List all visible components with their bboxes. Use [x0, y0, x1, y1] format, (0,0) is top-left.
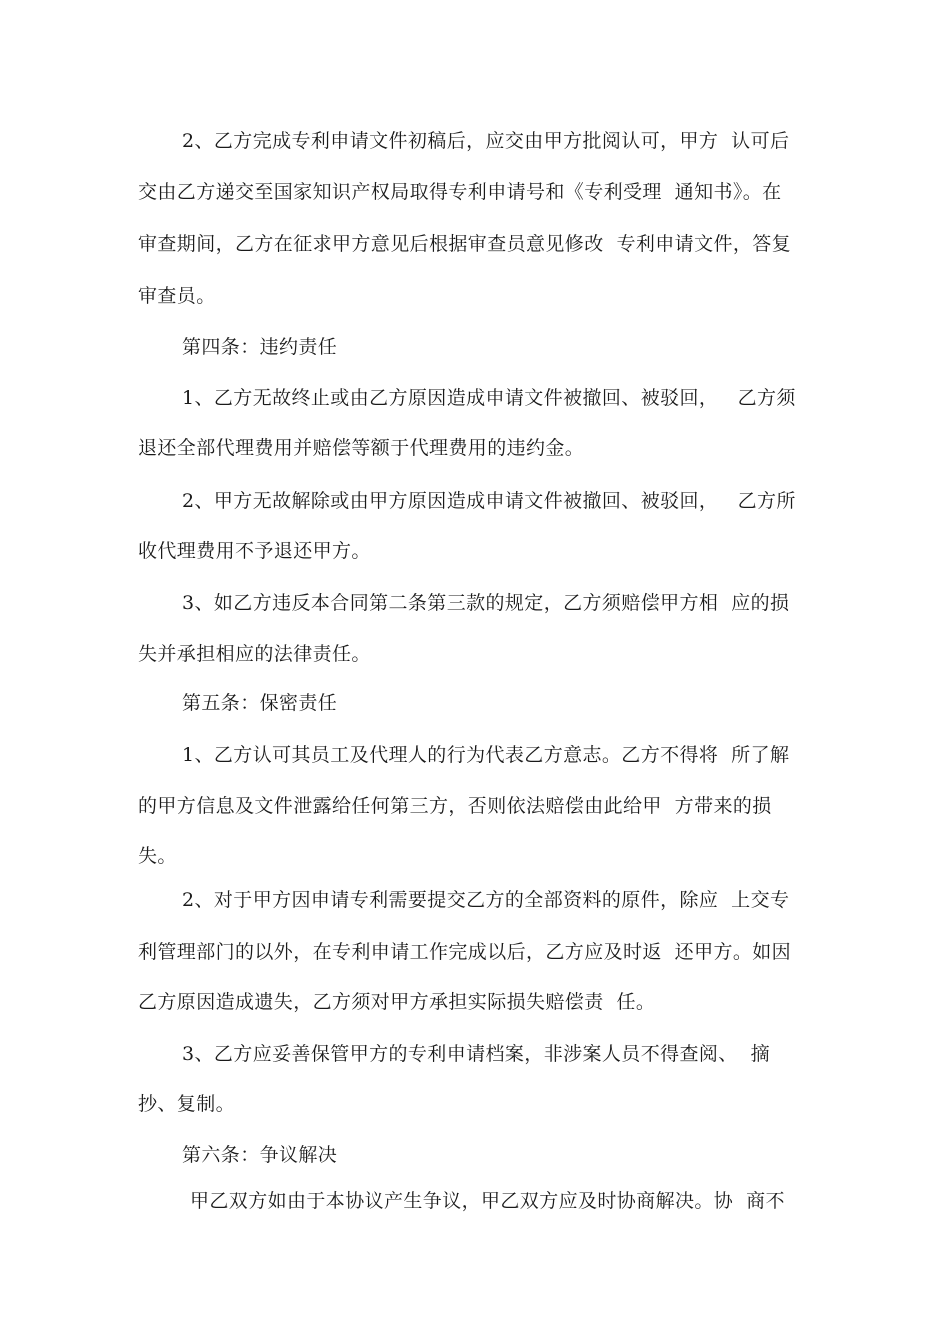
text-line: 2、甲方无故解除或由甲方原因造成申请文件被撤回、被驳回， 乙方所	[182, 490, 796, 512]
text-line: 利管理部门的以外，在专利申请工作完成以后，乙方应及时返 还甲方。如因	[138, 941, 792, 963]
text-line: 的甲方信息及文件泄露给任何第三方，否则依法赔偿由此给甲 方带来的损	[138, 795, 772, 817]
text-line: 审查期间，乙方在征求甲方意见后根据审查员意见修改 专利申请文件，答复	[138, 233, 792, 255]
text-line: 2、乙方完成专利申请文件初稿后，应交由甲方批阅认可，甲方 认可后	[182, 130, 790, 152]
text-line: 3、如乙方违反本合同第二条第三款的规定，乙方须赔偿甲方相 应的损	[182, 592, 790, 614]
text-line: 审查员。	[138, 285, 216, 307]
section-heading: 第六条：争议解决	[182, 1144, 338, 1166]
text-line: 抄、复制。	[138, 1093, 236, 1115]
section-heading: 第四条：违约责任	[182, 336, 338, 358]
text-line: 甲乙双方如由于本协议产生争议，甲乙双方应及时协商解决。协 商不	[190, 1190, 785, 1212]
text-line: 收代理费用不予退还甲方。	[138, 540, 371, 562]
section-heading: 第五条：保密责任	[182, 692, 338, 714]
text-line: 1、乙方认可其员工及代理人的行为代表乙方意志。乙方不得将 所了解	[182, 744, 790, 766]
text-line: 1、乙方无故终止或由乙方原因造成申请文件被撤回、被驳回， 乙方须	[182, 387, 796, 409]
text-line: 失并承担相应的法律责任。	[138, 643, 371, 665]
text-line: 2、对于甲方因申请专利需要提交乙方的全部资料的原件，除应 上交专	[182, 889, 790, 911]
text-line: 交由乙方递交至国家知识产权局取得专利申请号和《专利受理 通知书》。在	[138, 181, 782, 203]
text-line: 退还全部代理费用并赔偿等额于代理费用的违约金。	[138, 437, 585, 459]
text-line: 3、乙方应妥善保管甲方的专利申请档案，非涉案人员不得查阅、 摘	[182, 1043, 770, 1065]
text-line: 乙方原因造成遗失，乙方须对甲方承担实际损失赔偿责 任。	[138, 991, 656, 1013]
text-line: 失。	[138, 845, 177, 867]
